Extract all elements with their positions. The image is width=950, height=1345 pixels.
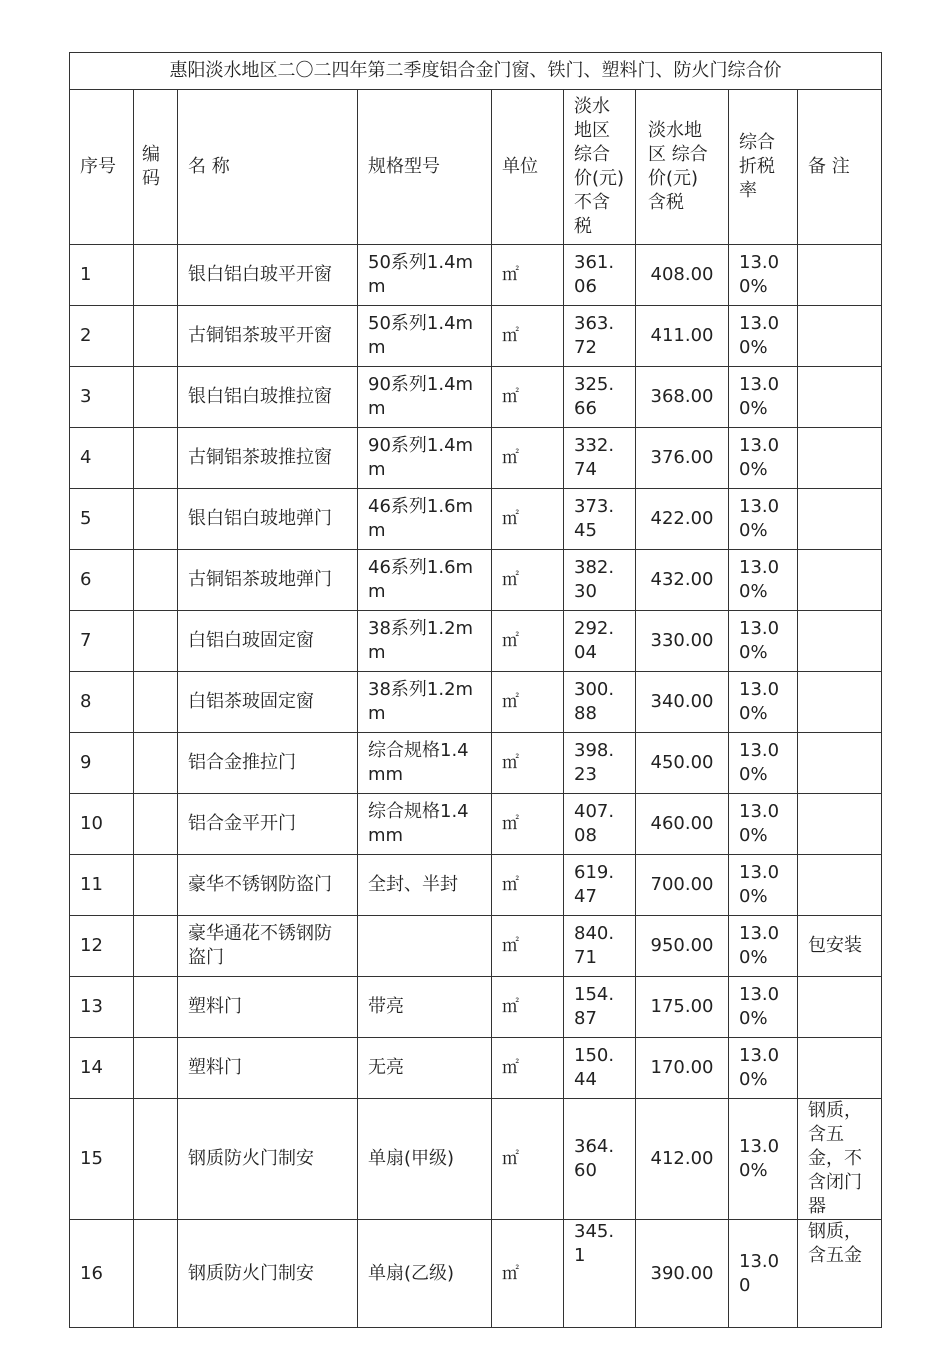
cell-spec: 46系列1.6mm bbox=[358, 550, 492, 611]
cell-name: 钢质防火门制安 bbox=[178, 1220, 358, 1328]
cell-unit: ㎡ bbox=[492, 489, 564, 550]
cell-unit: ㎡ bbox=[492, 977, 564, 1038]
cell-tax: 13.00% bbox=[729, 367, 798, 428]
cell-spec: 50系列1.4mm bbox=[358, 306, 492, 367]
cell-name: 白铝茶玻固定窗 bbox=[178, 672, 358, 733]
cell-name: 豪华通花不锈钢防盗门 bbox=[178, 916, 358, 977]
cell-price-incl: 340.00 bbox=[636, 672, 729, 733]
cell-note: 钢质，含五金，不含闭门器 bbox=[798, 1099, 882, 1220]
cell-name: 铝合金推拉门 bbox=[178, 733, 358, 794]
cell-unit: ㎡ bbox=[492, 855, 564, 916]
cell-code bbox=[134, 245, 178, 306]
cell-code bbox=[134, 794, 178, 855]
cell-spec: 带亮 bbox=[358, 977, 492, 1038]
header-note: 备 注 bbox=[798, 90, 882, 245]
cell-spec: 38系列1.2mm bbox=[358, 672, 492, 733]
cell-tax: 13.00% bbox=[729, 428, 798, 489]
cell-price-incl: 376.00 bbox=[636, 428, 729, 489]
header-row bbox=[70, 90, 882, 245]
cell-seq: 1 bbox=[70, 245, 134, 306]
cell-tax: 13.00% bbox=[729, 855, 798, 916]
cell-seq: 14 bbox=[70, 1038, 134, 1099]
cell-price-incl: 330.00 bbox=[636, 611, 729, 672]
cell-note bbox=[798, 428, 882, 489]
cell-unit: ㎡ bbox=[492, 794, 564, 855]
cell-price-excl: 619.47 bbox=[564, 855, 636, 916]
cell-code bbox=[134, 916, 178, 977]
cell-tax: 13.00% bbox=[729, 489, 798, 550]
cell-note bbox=[798, 245, 882, 306]
table-row bbox=[70, 1038, 882, 1099]
cell-price-excl: 300.88 bbox=[564, 672, 636, 733]
cell-code bbox=[134, 977, 178, 1038]
cell-price-incl: 432.00 bbox=[636, 550, 729, 611]
header-tax: 综合折税率 bbox=[729, 90, 798, 245]
cell-seq: 8 bbox=[70, 672, 134, 733]
header-code: 编码 bbox=[134, 90, 178, 245]
cell-tax: 13.00% bbox=[729, 733, 798, 794]
header-price-excl: 淡水地区 综合价(元)不含税 bbox=[564, 90, 636, 245]
cell-spec: 46系列1.6mm bbox=[358, 489, 492, 550]
cell-name: 银白铝白玻推拉窗 bbox=[178, 367, 358, 428]
cell-price-excl: 398.23 bbox=[564, 733, 636, 794]
cell-tax: 13.00% bbox=[729, 916, 798, 977]
cell-unit: ㎡ bbox=[492, 1220, 564, 1328]
cell-spec: 38系列1.2mm bbox=[358, 611, 492, 672]
header-name: 名 称 bbox=[178, 90, 358, 245]
cell-price-incl: 368.00 bbox=[636, 367, 729, 428]
cell-unit: ㎡ bbox=[492, 733, 564, 794]
cell-price-excl: 325.66 bbox=[564, 367, 636, 428]
cell-spec: 综合规格1.4mm bbox=[358, 733, 492, 794]
cell-code bbox=[134, 672, 178, 733]
cell-price-incl: 460.00 bbox=[636, 794, 729, 855]
cell-price-excl: 407.08 bbox=[564, 794, 636, 855]
cell-price-excl: 332.74 bbox=[564, 428, 636, 489]
cell-name: 白铝白玻固定窗 bbox=[178, 611, 358, 672]
cell-unit: ㎡ bbox=[492, 611, 564, 672]
cell-price-excl: 382.30 bbox=[564, 550, 636, 611]
cell-price-excl: 361.06 bbox=[564, 245, 636, 306]
table-row bbox=[70, 672, 882, 733]
cell-note bbox=[798, 733, 882, 794]
cell-tax: 13.00% bbox=[729, 550, 798, 611]
cell-note bbox=[798, 794, 882, 855]
table-title: 惠阳淡水地区二〇二四年第二季度铝合金门窗、铁门、塑料门、防火门综合价 bbox=[70, 53, 882, 90]
cell-seq: 3 bbox=[70, 367, 134, 428]
header-spec: 规格型号 bbox=[358, 90, 492, 245]
cell-name: 铝合金平开门 bbox=[178, 794, 358, 855]
cell-seq: 7 bbox=[70, 611, 134, 672]
header-seq: 序号 bbox=[70, 90, 134, 245]
cell-seq: 9 bbox=[70, 733, 134, 794]
cell-price-excl: 150.44 bbox=[564, 1038, 636, 1099]
cell-seq: 15 bbox=[70, 1099, 134, 1220]
cell-unit: ㎡ bbox=[492, 550, 564, 611]
table-row bbox=[70, 855, 882, 916]
table-row bbox=[70, 977, 882, 1038]
cell-seq: 11 bbox=[70, 855, 134, 916]
header-price-incl: 淡水地区 综合价(元)含税 bbox=[636, 90, 729, 245]
cell-spec: 90系列1.4mm bbox=[358, 367, 492, 428]
cell-tax: 13.00% bbox=[729, 611, 798, 672]
cell-price-incl: 408.00 bbox=[636, 245, 729, 306]
cell-tax: 13.00% bbox=[729, 245, 798, 306]
cell-note: 钢质，含五金 bbox=[798, 1220, 882, 1328]
cell-price-excl: 345.1 bbox=[564, 1220, 636, 1328]
cell-note bbox=[798, 306, 882, 367]
cell-seq: 6 bbox=[70, 550, 134, 611]
cell-seq: 12 bbox=[70, 916, 134, 977]
cell-price-incl: 450.00 bbox=[636, 733, 729, 794]
cell-code bbox=[134, 1220, 178, 1328]
cell-name: 古铜铝茶玻推拉窗 bbox=[178, 428, 358, 489]
cell-seq: 10 bbox=[70, 794, 134, 855]
table-row bbox=[70, 489, 882, 550]
cell-note bbox=[798, 1038, 882, 1099]
cell-unit: ㎡ bbox=[492, 1099, 564, 1220]
cell-code bbox=[134, 611, 178, 672]
cell-seq: 2 bbox=[70, 306, 134, 367]
cell-note bbox=[798, 672, 882, 733]
title-row bbox=[70, 53, 882, 90]
cell-spec: 90系列1.4mm bbox=[358, 428, 492, 489]
cell-code bbox=[134, 306, 178, 367]
cell-tax: 13.00% bbox=[729, 306, 798, 367]
cell-spec: 无亮 bbox=[358, 1038, 492, 1099]
cell-name: 钢质防火门制安 bbox=[178, 1099, 358, 1220]
cell-unit: ㎡ bbox=[492, 428, 564, 489]
cell-seq: 16 bbox=[70, 1220, 134, 1328]
cell-note bbox=[798, 611, 882, 672]
cell-price-excl: 364.60 bbox=[564, 1099, 636, 1220]
cell-name: 古铜铝茶玻地弹门 bbox=[178, 550, 358, 611]
cell-code bbox=[134, 733, 178, 794]
cell-price-incl: 422.00 bbox=[636, 489, 729, 550]
cell-code bbox=[134, 1038, 178, 1099]
cell-spec: 单扇(甲级) bbox=[358, 1099, 492, 1220]
cell-note bbox=[798, 977, 882, 1038]
cell-price-incl: 700.00 bbox=[636, 855, 729, 916]
cell-seq: 4 bbox=[70, 428, 134, 489]
cell-tax: 13.00% bbox=[729, 1038, 798, 1099]
cell-price-excl: 840.71 bbox=[564, 916, 636, 977]
cell-unit: ㎡ bbox=[492, 245, 564, 306]
table-row bbox=[70, 306, 882, 367]
cell-price-incl: 170.00 bbox=[636, 1038, 729, 1099]
cell-price-excl: 154.87 bbox=[564, 977, 636, 1038]
cell-note bbox=[798, 489, 882, 550]
header-unit: 单位 bbox=[492, 90, 564, 245]
cell-unit: ㎡ bbox=[492, 916, 564, 977]
cell-name: 银白铝白玻平开窗 bbox=[178, 245, 358, 306]
table-row bbox=[70, 1220, 882, 1328]
table-row bbox=[70, 428, 882, 489]
cell-price-incl: 412.00 bbox=[636, 1099, 729, 1220]
cell-note bbox=[798, 855, 882, 916]
cell-seq: 5 bbox=[70, 489, 134, 550]
cell-name: 塑料门 bbox=[178, 977, 358, 1038]
table-row bbox=[70, 733, 882, 794]
cell-note bbox=[798, 367, 882, 428]
cell-spec: 50系列1.4mm bbox=[358, 245, 492, 306]
price-table bbox=[69, 52, 882, 1328]
cell-code bbox=[134, 489, 178, 550]
cell-spec: 综合规格1.4mm bbox=[358, 794, 492, 855]
cell-unit: ㎡ bbox=[492, 367, 564, 428]
cell-name: 古铜铝茶玻平开窗 bbox=[178, 306, 358, 367]
cell-code bbox=[134, 367, 178, 428]
cell-unit: ㎡ bbox=[492, 306, 564, 367]
cell-price-excl: 292.04 bbox=[564, 611, 636, 672]
table-row bbox=[70, 550, 882, 611]
cell-code bbox=[134, 428, 178, 489]
table-row bbox=[70, 1099, 882, 1220]
cell-code bbox=[134, 1099, 178, 1220]
cell-tax: 13.00% bbox=[729, 672, 798, 733]
cell-seq: 13 bbox=[70, 977, 134, 1038]
cell-price-incl: 390.00 bbox=[636, 1220, 729, 1328]
cell-name: 塑料门 bbox=[178, 1038, 358, 1099]
cell-note: 包安装 bbox=[798, 916, 882, 977]
table-row bbox=[70, 794, 882, 855]
table-row bbox=[70, 367, 882, 428]
cell-code bbox=[134, 550, 178, 611]
cell-note bbox=[798, 550, 882, 611]
cell-spec bbox=[358, 916, 492, 977]
cell-code bbox=[134, 855, 178, 916]
cell-tax: 13.00 bbox=[729, 1220, 798, 1328]
cell-name: 豪华不锈钢防盗门 bbox=[178, 855, 358, 916]
cell-unit: ㎡ bbox=[492, 672, 564, 733]
cell-price-incl: 411.00 bbox=[636, 306, 729, 367]
cell-tax: 13.00% bbox=[729, 977, 798, 1038]
cell-spec: 全封、半封 bbox=[358, 855, 492, 916]
cell-price-excl: 363.72 bbox=[564, 306, 636, 367]
cell-spec: 单扇(乙级) bbox=[358, 1220, 492, 1328]
table-row bbox=[70, 916, 882, 977]
cell-unit: ㎡ bbox=[492, 1038, 564, 1099]
cell-name: 银白铝白玻地弹门 bbox=[178, 489, 358, 550]
cell-tax: 13.00% bbox=[729, 794, 798, 855]
cell-price-excl: 373.45 bbox=[564, 489, 636, 550]
table-row bbox=[70, 611, 882, 672]
cell-price-incl: 175.00 bbox=[636, 977, 729, 1038]
table-row bbox=[70, 245, 882, 306]
cell-tax: 13.00% bbox=[729, 1099, 798, 1220]
cell-price-incl: 950.00 bbox=[636, 916, 729, 977]
